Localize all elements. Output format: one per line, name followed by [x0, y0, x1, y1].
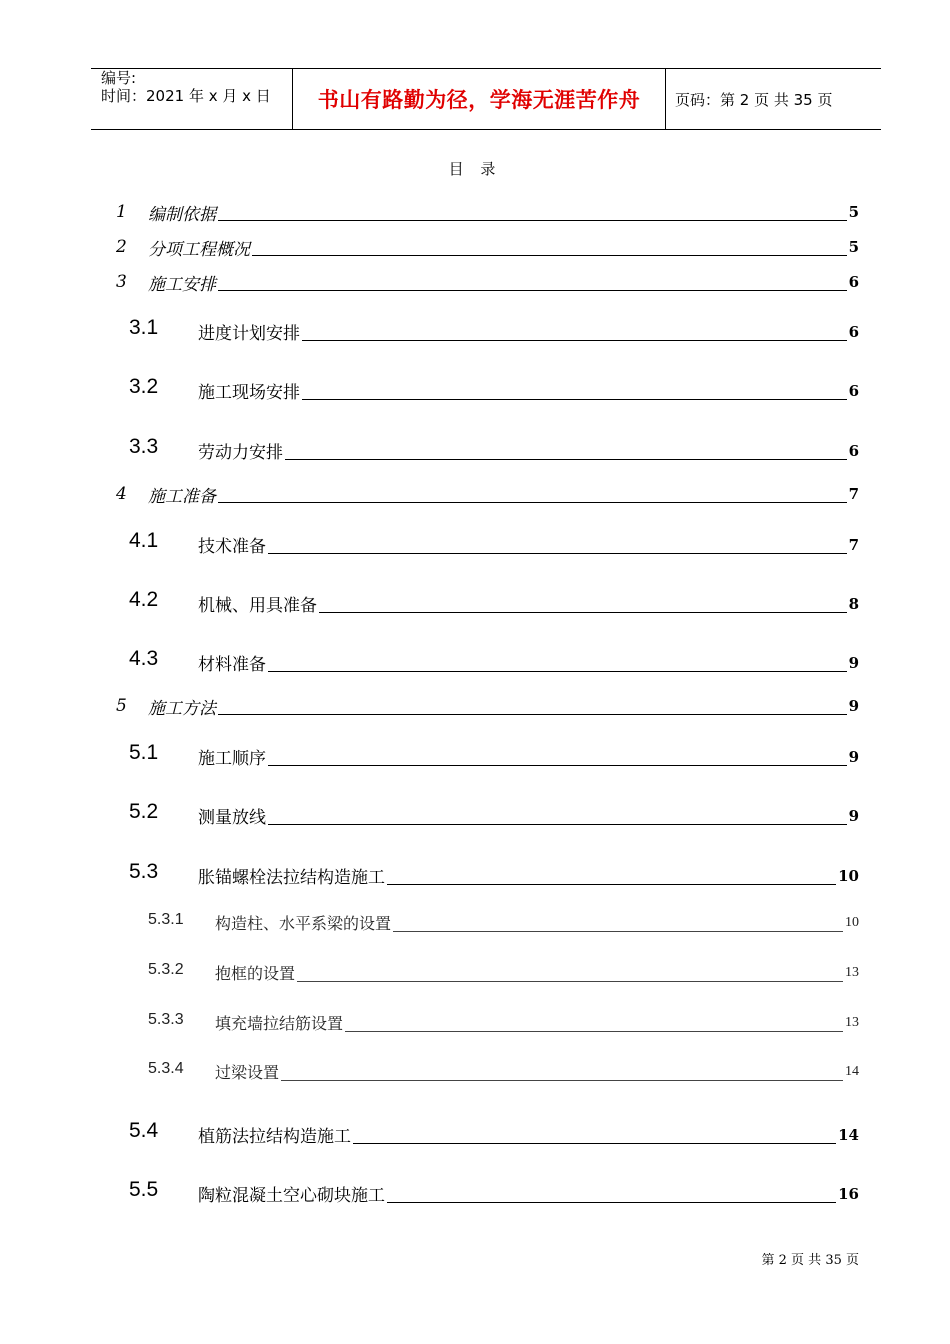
toc-leader-line	[319, 612, 847, 613]
toc-entry-number: 5.3	[129, 860, 159, 883]
toc-entry-page: 14	[845, 1064, 859, 1079]
toc-leader-line	[268, 765, 847, 766]
toc-entry-page: 7	[848, 536, 859, 554]
page-header	[91, 68, 881, 130]
toc-entry-label: 编制依据	[148, 205, 216, 225]
toc-entry-number: 1	[116, 202, 127, 222]
toc-entry-number: 3.1	[129, 316, 159, 339]
toc-entry[interactable]	[0, 961, 950, 991]
toc-entry[interactable]	[0, 590, 950, 620]
toc-entry-label: 施工准备	[148, 487, 216, 507]
toc-entry-label: 抱框的设置	[215, 964, 296, 983]
toc-entry[interactable]	[0, 377, 950, 407]
toc-entry-page: 7	[848, 485, 859, 503]
toc-entry[interactable]	[0, 911, 950, 941]
serial-label: 编号:	[101, 69, 137, 87]
toc-entry-number: 5.2	[129, 800, 159, 823]
toc-entry-number: 5.3.1	[148, 911, 184, 928]
toc-leader-line	[297, 981, 843, 982]
toc-entry[interactable]	[0, 862, 950, 892]
toc-entry[interactable]	[0, 1180, 950, 1210]
header-meta	[101, 69, 291, 129]
toc-entry-page: 16	[838, 1185, 859, 1203]
toc-entry-page: 8	[848, 595, 859, 613]
toc-leader-line	[281, 1080, 843, 1081]
toc-entry-number: 4.2	[129, 588, 159, 611]
header-page-info: 页码：第 2 页 共 35 页	[675, 90, 833, 109]
toc-leader-line	[345, 1031, 843, 1032]
header-divider	[665, 69, 666, 129]
toc-leader-line	[387, 1202, 836, 1203]
toc-leader-line	[268, 553, 847, 554]
toc-entry-page: 10	[845, 915, 859, 930]
toc-entry-label: 分项工程概况	[148, 240, 250, 260]
toc-entry-number: 2	[116, 237, 127, 257]
toc-entry-label: 材料准备	[198, 655, 266, 675]
toc-entry[interactable]	[0, 1011, 950, 1041]
toc-entry[interactable]	[0, 200, 950, 230]
toc-entry[interactable]	[0, 649, 950, 679]
toc-leader-line	[268, 824, 847, 825]
toc-entry-number: 5.5	[129, 1178, 159, 1201]
toc-entry-label: 施工顺序	[198, 749, 266, 769]
toc-entry-label: 过梁设置	[215, 1063, 280, 1082]
footer-page-number: 第 2 页 共 35 页	[761, 1253, 859, 1268]
toc-entry-number: 3.3	[129, 435, 159, 458]
toc-entry-page: 9	[848, 654, 859, 672]
toc-leader-line	[218, 220, 847, 221]
toc-entry-page: 6	[848, 323, 859, 341]
toc-entry-label: 测量放线	[198, 808, 266, 828]
time-label: 时间：2021 年 x 月 x 日	[101, 87, 271, 105]
toc-entry-number: 3.2	[129, 375, 159, 398]
toc-entry[interactable]	[0, 531, 950, 561]
toc-entry-label: 植筋法拉结构造施工	[198, 1127, 351, 1147]
toc-entry-number: 5.3.3	[148, 1011, 184, 1028]
toc-entry[interactable]	[0, 482, 950, 512]
toc-entry[interactable]	[0, 270, 950, 300]
toc-leader-line	[268, 671, 847, 672]
toc-entry-label: 进度计划安排	[198, 324, 300, 344]
toc-leader-line	[302, 340, 847, 341]
toc-entry-label: 劳动力安排	[198, 443, 283, 463]
header-motto: 书山有路勤为径，学海无涯苦作舟	[317, 88, 641, 112]
toc-entry-page: 10	[838, 867, 859, 885]
toc-entry-page: 9	[848, 748, 859, 766]
toc-entry-number: 4.3	[129, 647, 159, 670]
toc-entry-page: 5	[848, 238, 859, 256]
toc-entry-page: 13	[845, 965, 859, 980]
toc-entry[interactable]	[0, 318, 950, 348]
toc-leader-line	[353, 1143, 836, 1144]
toc-entry[interactable]	[0, 743, 950, 773]
toc-entry[interactable]	[0, 437, 950, 467]
toc-entry-number: 5.4	[129, 1119, 159, 1142]
toc-entry-label: 机械、用具准备	[198, 596, 317, 616]
toc-entry-number: 5.3.2	[148, 961, 184, 978]
toc-entry[interactable]	[0, 694, 950, 724]
toc-leader-line	[218, 714, 847, 715]
toc-leader-line	[393, 931, 843, 932]
toc-leader-line	[302, 399, 847, 400]
toc-entry-number: 3	[116, 272, 127, 292]
toc-entry-label: 技术准备	[198, 537, 266, 557]
toc-entry-label: 施工现场安排	[198, 383, 300, 403]
toc-leader-line	[218, 502, 847, 503]
toc-entry[interactable]	[0, 802, 950, 832]
toc-entry-label: 施工方法	[148, 699, 216, 719]
toc-entry[interactable]	[0, 1121, 950, 1151]
toc-entry-label: 填充墙拉结筋设置	[215, 1014, 344, 1033]
toc-entry-page: 13	[845, 1015, 859, 1030]
toc-entry-label: 陶粒混凝土空心砌块施工	[198, 1186, 385, 1206]
toc-entry[interactable]	[0, 1060, 950, 1090]
toc-title: 目 录	[448, 160, 502, 178]
toc-entry-label: 施工安排	[148, 275, 216, 295]
toc-entry-number: 5	[116, 696, 127, 716]
toc-leader-line	[387, 884, 836, 885]
toc-entry-number: 5.3.4	[148, 1060, 184, 1077]
toc-entry-page: 6	[848, 442, 859, 460]
toc-entry-page: 6	[848, 382, 859, 400]
toc-leader-line	[252, 255, 847, 256]
toc-entry-page: 6	[848, 273, 859, 291]
toc-entry-number: 4	[116, 484, 127, 504]
toc-leader-line	[285, 459, 847, 460]
toc-leader-line	[218, 290, 847, 291]
toc-entry[interactable]	[0, 235, 950, 265]
toc-entry-number: 5.1	[129, 741, 159, 764]
toc-entry-page: 14	[838, 1126, 859, 1144]
toc-entry-page: 9	[848, 697, 859, 715]
toc-entry-label: 胀锚螺栓法拉结构造施工	[198, 868, 385, 888]
toc-entry-label: 构造柱、水平系梁的设置	[215, 914, 392, 933]
toc-entry-page: 9	[848, 807, 859, 825]
toc-entry-page: 5	[848, 203, 859, 221]
toc-entry-number: 4.1	[129, 529, 159, 552]
